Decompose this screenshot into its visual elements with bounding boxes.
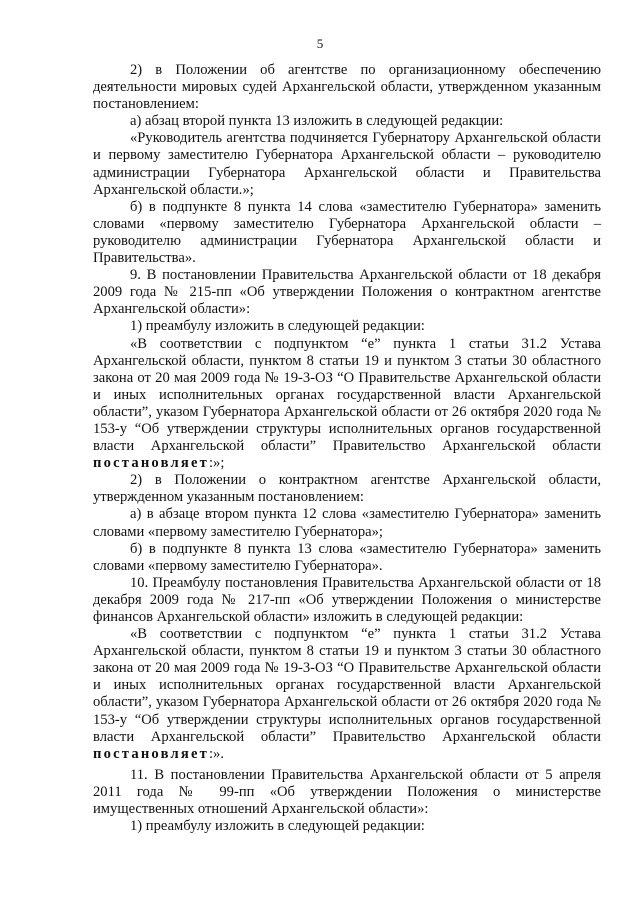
document-body [93,62,601,835]
paragraph: 2) в Положении о контрактном агентстве Архангельской области, утвержденном указанным постановлением: [93,472,601,506]
preamble-ending: :». [209,745,224,762]
paragraph: 2) в Положении об агентстве по организационному обеспечению деятельности мировых судей Архангельской области, утвержденном указанным постановлением: [93,62,601,113]
preamble-text: «В соответствии с подпунктом “е” пункта 1 статьи 31.2 Устава Архангельской области, пунктом 8 статьи 19 и пунктом 3 статьи 30 областного закона от 20 мая 2009 года № 19-3-ОЗ “О Правительстве Архангельской области и иных исполнительных органах государственной власти Архангельской области”, указом Губернатора Архангельской области от 26 октября 2020 года № 153-у “Об утверждении структуры исполнительных органов государственной власти Архангельской области” Правительство Архангельской области [93,335,601,455]
paragraph: «Руководитель агентства подчиняется Губернатору Архангельской области и первому заместителю Губернатора Архангельской области – руководителю администрации Губернатора Архангельской области и Правительства Архангельской области.»; [93,130,601,198]
spaced-keyword: постановляет [93,745,209,762]
preamble-paragraph [93,336,601,473]
paragraph: б) в подпункте 8 пункта 14 слова «заместителю Губернатора» заменить словами «первому заместителю Губернатора Архангельской области – руководителю администрации Губернатора Архангельской области и Правительства». [93,198,601,267]
paragraph: 10. Преамбулу постановления Правительства Архангельской области от 18 декабря 2009 года № 217-пп «Об утверждении Положения о министерстве финансов Архангельской области» изложить в следующей редакции: [93,574,601,625]
paragraph: а) абзац второй пункта 13 изложить в следующей редакции: [130,113,504,130]
page-number: 5 [316,36,324,51]
paragraph: 1) преамбулу изложить в следующей редакции: [130,318,425,335]
preamble-text: «В соответствии с подпунктом “е” пункта 1 статьи 31.2 Устава Архангельской области, пунктом 8 статьи 19 и пунктом 3 статьи 30 областного закона от 20 мая 2009 года № 19-3-ОЗ “О Правительстве Архангельской области и иных исполнительных органах государственной власти Архангельской области”, указом Губернатора Архангельской области от 26 октября 2020 года № 153-у “Об утверждении структуры исполнительных органов государственной власти Архангельской области” Правительство Архангельской области [93,626,601,745]
paragraph: а) в абзаце втором пункта 12 слова «заместителю Губернатора» заменить словами «первому заместителю Губернатора»; [93,506,601,540]
preamble-ending: :»; [209,455,225,472]
paragraph: 1) преамбулу изложить в следующей редакции: [130,818,425,835]
preamble-paragraph [93,626,601,763]
paragraph: 9. В постановлении Правительства Архангельской области от 18 декабря 2009 года № 215-пп «Об утверждении Положения о контрактном агентстве Архангельской области»: [93,267,601,318]
spaced-keyword: постановляет [93,455,209,472]
paragraph: 11. В постановлении Правительства Архангельской области от 5 апреля 2011 года № 99-пп «Об утверждении Положения о министерстве имущественных отношений Архангельской области»: [93,766,601,818]
paragraph: б) в подпункте 8 пункта 13 слова «заместителю Губернатора» заменить словами «первому заместителю Губернатора». [93,540,601,574]
